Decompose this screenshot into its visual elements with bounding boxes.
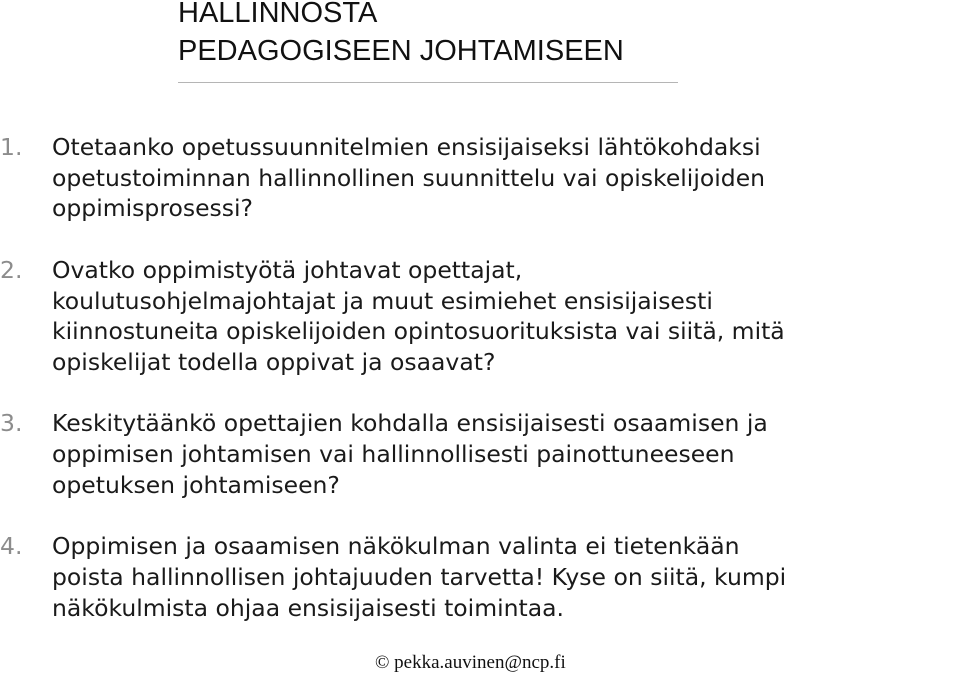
page-title: [178, 0, 624, 70]
question-text-line: Otetaanko opetussuunnitelmien ensisijaiseksi lähtökohdaksi: [52, 133, 761, 161]
question-text-line: Ovatko oppimistyötä johtavat opettajat,: [52, 255, 523, 284]
question-number: 2.: [0, 255, 23, 284]
question-number: 1.: [0, 133, 23, 161]
question-text-line: kiinnostuneita opiskelijoiden opintosuorituksista vai siitä, mitä: [52, 317, 785, 346]
question-number: 3.: [0, 409, 23, 438]
question-text-line: opetuksen johtamiseen?: [52, 470, 340, 499]
question-number: 4.: [0, 532, 23, 561]
question-text-line: oppimisprosessi?: [52, 194, 254, 223]
question-item-2: [0, 255, 959, 378]
question-list: [0, 132, 959, 654]
question-text-line: näkökulmista ohjaa ensisijaisesti toimintaa.: [52, 593, 565, 622]
question-item-4: [0, 531, 959, 623]
question-item-3: [0, 408, 959, 500]
question-text-line: oppimisen johtamisen vai hallinnollisesti painottuneeseen: [52, 440, 735, 468]
question-text-line: opetustoiminnan hallinnollinen suunnittelu vai opiskelijoiden: [52, 163, 766, 192]
question-text-line: Oppimisen ja osaamisen näkökulman valinta ei tietenkään: [52, 532, 740, 561]
question-text-line: Keskitytäänkö opettajien kohdalla ensisijaisesti osaamisen ja: [52, 409, 768, 438]
title-divider: [178, 82, 678, 83]
question-text-line: poista hallinnollisen johtajuuden tarvetta! Kyse on siitä, kumpi: [52, 562, 787, 591]
copyright-footer: © pekka.auvinen@ncp.fi: [375, 652, 566, 673]
question-text-line: koulutusohjelmajohtajat ja muut esimiehet ensisijaisesti: [52, 286, 713, 315]
page-title-line-2: PEDAGOGISEEN JOHTAMISEEN: [178, 35, 624, 67]
question-item-1: [0, 132, 959, 224]
page-title-line-1: HALLINNOSTA: [178, 0, 378, 29]
question-text-line: opiskelijat todella oppivat ja osaavat?: [52, 347, 496, 376]
